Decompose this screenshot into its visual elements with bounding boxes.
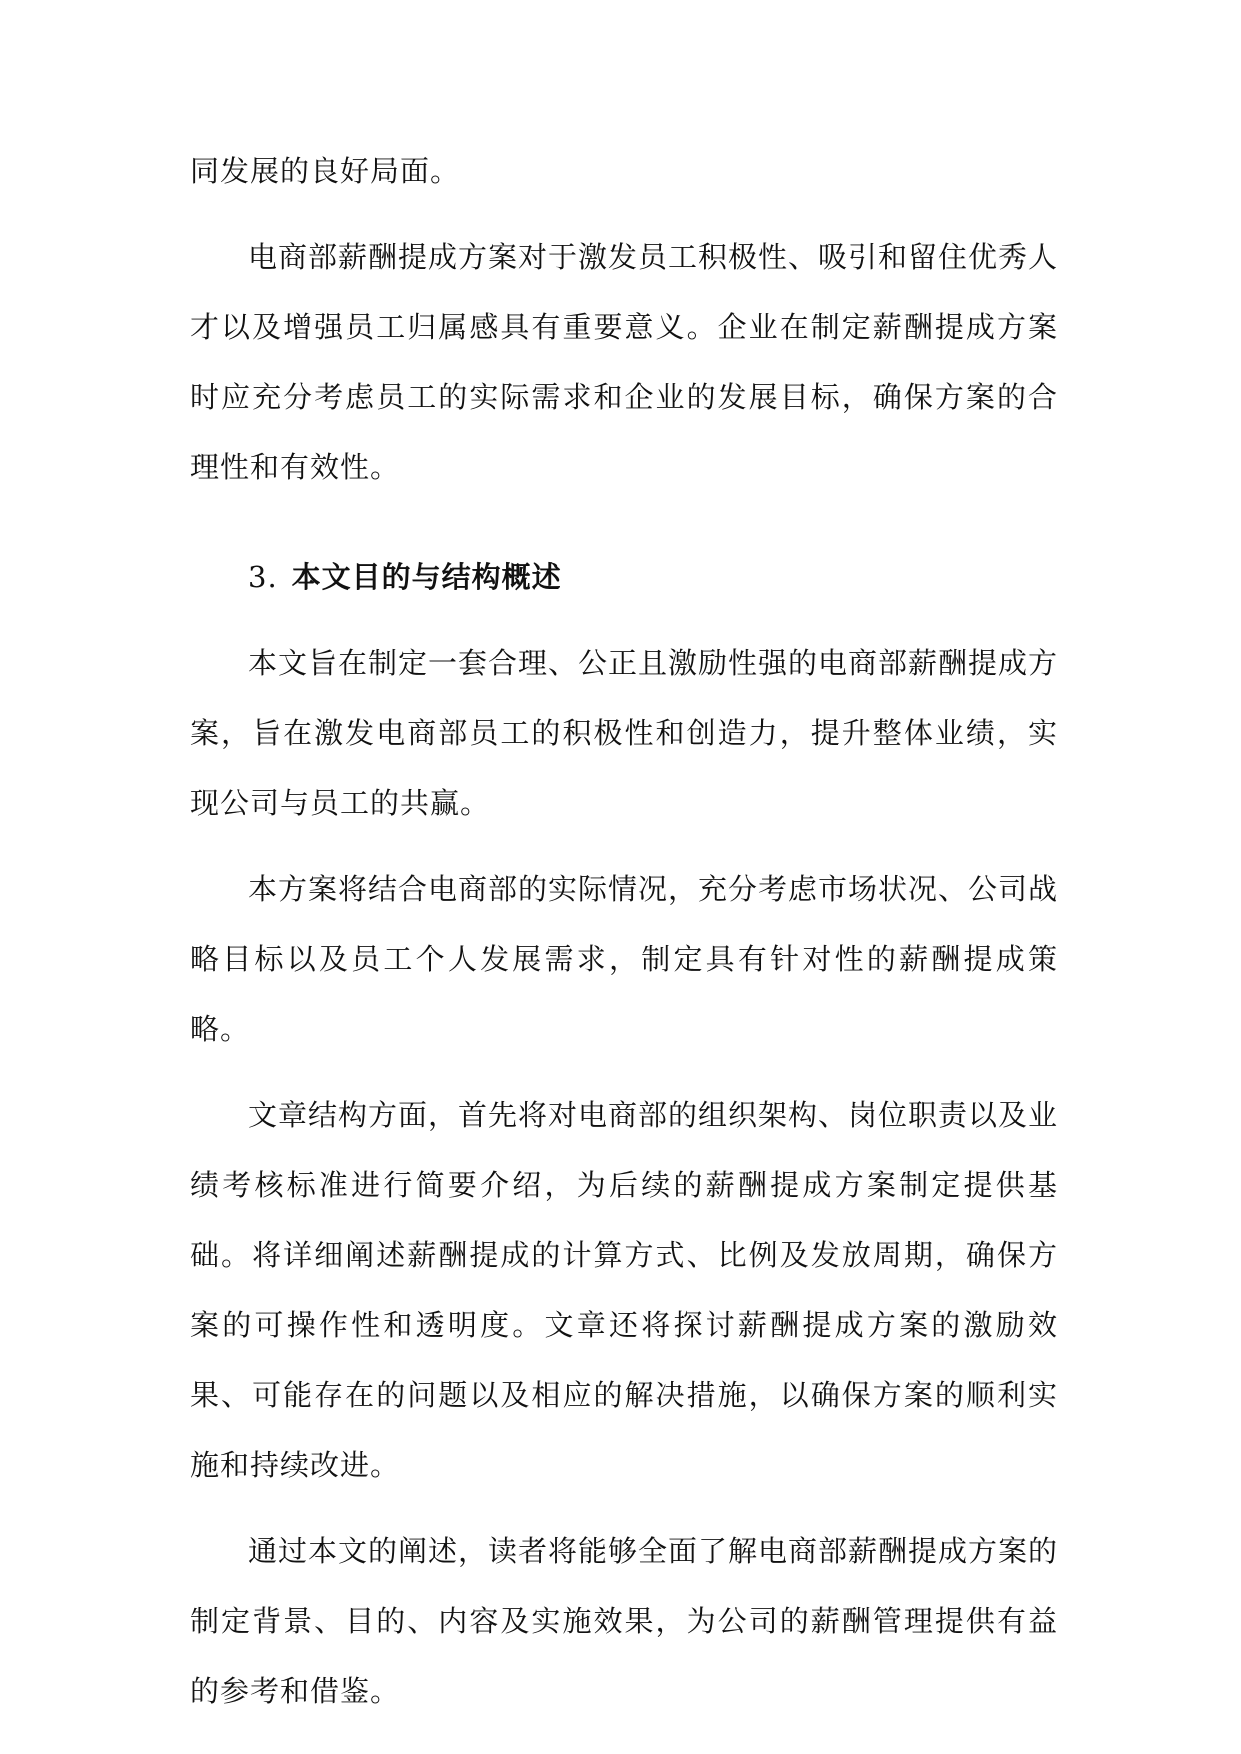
section-number: 3.	[248, 560, 278, 594]
paragraph-continuation: 同发展的良好局面。	[190, 154, 461, 188]
document-body	[190, 136, 1058, 1742]
paragraph-structure: 文章结构方面，首先将对电商部的组织架构、岗位职责以及业绩考核标准进行简要介绍，为后续的薪酬提成方案制定提供基础。将详细阐述薪酬提成的计算方式、比例及发放周期，确保方案的可操作性和透明度。文章还将探讨薪酬提成方案的激励效果、可能存在的问题以及相应的解决措施，以确保方案的顺利实施和持续改进。	[190, 1098, 1059, 1482]
paragraph-conclusion: 通过本文的阐述，读者将能够全面了解电商部薪酬提成方案的制定背景、目的、内容及实施效果，为公司的薪酬管理提供有益的参考和借鉴。	[190, 1534, 1059, 1708]
paragraph-approach: 本方案将结合电商部的实际情况，充分考虑市场状况、公司战略目标以及员工个人发展需求，制定具有针对性的薪酬提成策略。	[190, 872, 1059, 1046]
section-heading	[190, 542, 1058, 612]
paragraph-purpose: 本文旨在制定一套合理、公正且激励性强的电商部薪酬提成方案，旨在激发电商部员工的积极性和创造力，提升整体业绩，实现公司与员工的共赢。	[190, 646, 1059, 820]
section-title: 本文目的与结构概述	[291, 560, 562, 594]
paragraph-significance: 电商部薪酬提成方案对于激发员工积极性、吸引和留住优秀人才以及增强员工归属感具有重要意义。企业在制定薪酬提成方案时应充分考虑员工的实际需求和企业的发展目标，确保方案的合理性和有效性。	[190, 240, 1059, 484]
